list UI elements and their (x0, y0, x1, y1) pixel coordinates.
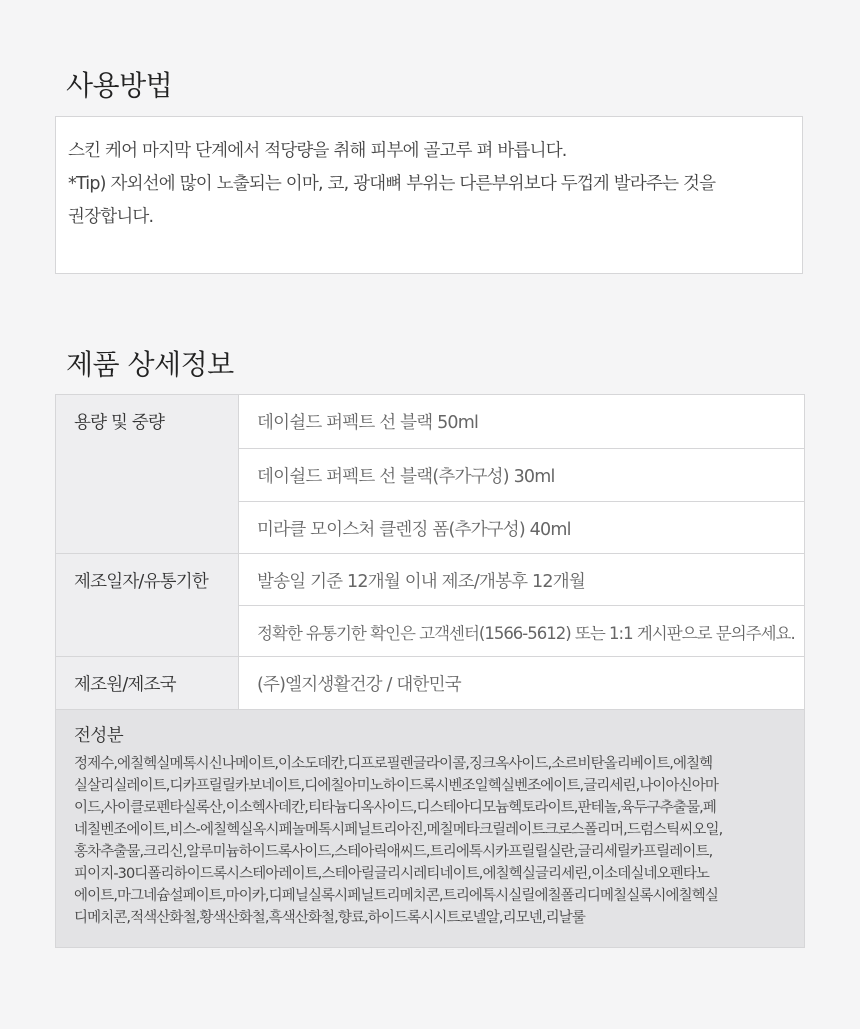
value-manufacturer: (주)엘지생활건강 / 대한민국 (239, 657, 805, 711)
ingredients-title: 전성분 (74, 726, 124, 746)
usage-box (55, 116, 803, 274)
ingredients-line: 정제수,에칠헥실메톡시신나메이트,이소도데칸,디프로필렌글라이콜,징크옥사이드,소르비탄올리베이트,에칠헥 (74, 756, 713, 772)
value-volume-3: 미라클 모이스처 클렌징 폼(추가구성) 40ml (239, 502, 805, 554)
label-expiry: 제조일자/유통기한 (56, 554, 239, 657)
ingredients-line: 홍차추출물,크리신,알루미늄하이드록사이드,스테아릭애씨드,트리에톡시카프릴릴실란,글리세릴카프릴레이트, (74, 844, 713, 860)
ingredients-line: 피이지-30디폴리하이드록시스테아레이트,스테아릴글리시레티네이트,에칠헥실글리세린,이소데실네오펜타노 (74, 866, 710, 882)
ingredients-line: 이드,사이클로펜타실록산,이소헥사데칸,티타늄디옥사이드,디스테아디모늄헥토라이트,판테놀,육두구추출물,페 (74, 800, 716, 816)
ingredients-line: 에이트,마그네슘설페이트,마이카,디페닐실록시페닐트리메치콘,트리에톡시실릴에칠폴리디메칠실록시에칠헥실 (74, 888, 718, 904)
table-row (56, 395, 805, 449)
table-row (56, 657, 805, 711)
usage-line: 스킨 케어 마지막 단계에서 적당량을 취해 피부에 골고루 펴 바릅니다. (68, 141, 567, 161)
table-row (56, 554, 805, 606)
value-volume-1: 데이쉴드 퍼펙트 선 블랙 50ml (239, 395, 805, 449)
usage-line: 권장합니다. (68, 207, 154, 227)
label-manufacturer: 제조원/제조국 (56, 657, 239, 711)
usage-title: 사용방법 (66, 69, 173, 102)
value-expiry-1: 발송일 기준 12개월 이내 제조/개봉후 12개월 (239, 554, 805, 606)
ingredients-box (55, 709, 805, 948)
ingredients-line: 실살리실레이트,디카프릴릴카보네이트,디에칠아미노하이드록시벤조일헥실벤조에이트,글리세린,나이아신아마 (74, 778, 718, 794)
usage-line: *Tip) 자외선에 많이 노출되는 이마, 코, 광대뼈 부위는 다른부위보다 두껍게 발라주는 것을 (68, 174, 716, 194)
details-title: 제품 상세정보 (66, 348, 234, 381)
details-table (55, 394, 805, 711)
value-volume-2: 데이쉴드 퍼펙트 선 블랙(추가구성) 30ml (239, 449, 805, 502)
value-expiry-2: 정확한 유통기한 확인은 고객센터(1566-5612) 또는 1:1 게시판으로 문의주세요. (239, 605, 805, 657)
ingredients-line: 디메치콘,적색산화철,황색산화철,흑색산화철,향료,하이드록시시트로넬알,리모넨,리날룰 (74, 910, 585, 926)
ingredients-line: 네칠벤조에이트,비스-에칠헥실옥시페놀메톡시페닐트리아진,메칠메타크릴레이트크로스폴리머,드럼스틱씨오일, (74, 822, 723, 838)
label-volume: 용량 및 중량 (56, 395, 239, 554)
